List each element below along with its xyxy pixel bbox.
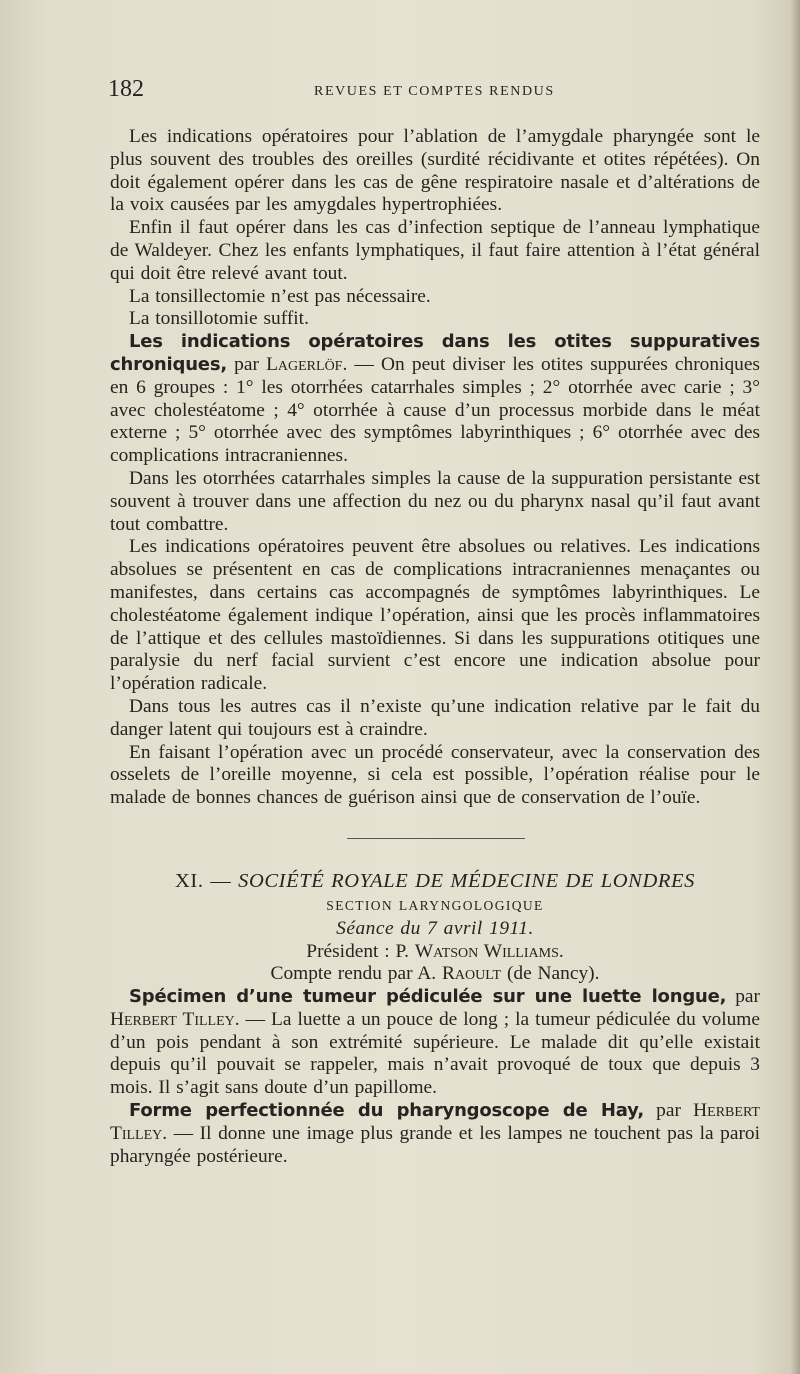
section-heading [110,870,760,893]
paragraph-conservateur: En faisant l’opération avec un procédé conservateur, avec la conservation des osselets de l’oreille moyenne, si cela est possible, l’opération réalise pour le malade de bonnes chances de guérison ainsi que de conservation de l’ouïe. [110,741,760,809]
president-line [110,941,760,964]
specimen-by: par [726,986,760,1008]
section-title: SOCIÉTÉ ROYALE DE MÉDECINE DE LONDRES [238,869,695,892]
paragraph-otorrhees: Dans les otorrhées catarrhales simples la cause de la suppuration persistante est souvent à trouver dans une affection du nez ou du pharynx nasal qu’il faut avant tout combattre. [110,467,760,535]
paragraph-otites-abstract [110,331,760,468]
report-author: Raoult [442,963,502,985]
report-line [110,963,760,986]
president-label: Président : P. [306,940,415,962]
running-head: REVUES ET COMPTES RENDUS [314,84,555,99]
seance-date: Séance du 7 avril 1911. [336,917,534,939]
paragraph-amygdale: Les indications opératoires pour l’ablation de l’amygdale pharyngée sont le plus souvent des troubles des oreilles (surdité récidivante et otites répétées). On doit également opérer dans les cas de gêne respiratoire nasale et d’altérations de la voix causées par les amygdales hypertrophiées. [110,126,760,216]
abstract-text: . — On peut diviser les otites suppurées chroniques en 6 groupes : 1° les otorrhées catarrhales simples ; 2° otorrhée avec carie ; 3° avec cholestéatome ; 4° otorrhée à cause d’un processus morbide dans le méat externe ; 5° otorrhée avec des symptômes labyrinthiques ; 6° otorrhée avec des complications intracraniennes. [110,353,760,467]
section-divider [347,838,525,839]
article-body [110,126,760,1168]
pharyngoscope-title: Forme perfectionnée du pharyngoscope de Hay, [129,1100,644,1122]
section-number: XI. — [175,869,239,892]
president-name: Watson Williams [414,940,559,962]
pharyngoscope-text: . — Il donne une image plus grande et les lampes ne touchent pas la paroi pharyngée postérieure. [110,1122,760,1167]
page-header [108,76,758,106]
page-edge [791,0,800,1374]
paragraph-relative: Dans tous les autres cas il n’existe qu’une indication relative par le fait du danger latent qui toujours est à craindre. [110,695,760,740]
pharyngoscope-author: Herbert Tilley [110,1100,760,1144]
paragraph-specimen [110,986,760,1100]
report-place: (de Nancy). [501,963,600,985]
abstract-by: par [226,353,267,375]
specimen-title: Spécimen d’une tumeur pédiculée sur une luette longue, [129,986,727,1008]
pharyngoscope-by: par [643,1100,694,1122]
paragraph-waldeyer: Enfin il faut opérer dans les cas d’infection septique de l’anneau lymphatique de Waldeyer. Chez les enfants lymphatiques, il faut faire attention à l’état général qui doit être relevé avant tout. [110,217,760,284]
paragraph-pharyngoscope [110,1100,760,1168]
subsection-title: SECTION LARYNGOLOGIQUE [326,897,544,913]
specimen-author: Herbert Tilley [110,1008,235,1030]
abstract-title: Les indications opératoires dans les otites suppuratives chroniques, [110,331,760,375]
abstract-author: Lagerlöf [266,353,343,375]
page-number: 182 [108,76,144,102]
report-label: Compte rendu par A. [270,963,442,985]
paragraph-tonsillotomie: La tonsillotomie suffit. [129,308,309,330]
paragraph-tonsillectomie: La tonsillectomie n’est pas nécessaire. [129,285,431,307]
president-end: . [558,940,564,962]
specimen-text: . — La luette a un pouce de long ; la tumeur pédiculée du volume d’un pois pendant à son extrémité supérieure. Le malade dit qu’elle existait depuis qu’il pouvait se rappeler, mais n’avait provoqué de toux que depuis 3 mois. Il s’agit sans doute d’un papillome. [110,1008,761,1099]
paragraph-indications: Les indications opératoires peuvent être absolues ou relatives. Les indications absolues se présentent en cas de complications intracraniennes menaçantes ou manifestes, dans certains cas accompagnés de symptômes labyrinthiques. Le cholestéatome également indique l’opération, ainsi que les procès inflammatoires de l’attique et des cellules mastoïdiennes. Si dans les suppurations otitiques une paralysie du nerf facial survient c’est encore une indication absolue pour l’opération radicale. [110,536,760,695]
